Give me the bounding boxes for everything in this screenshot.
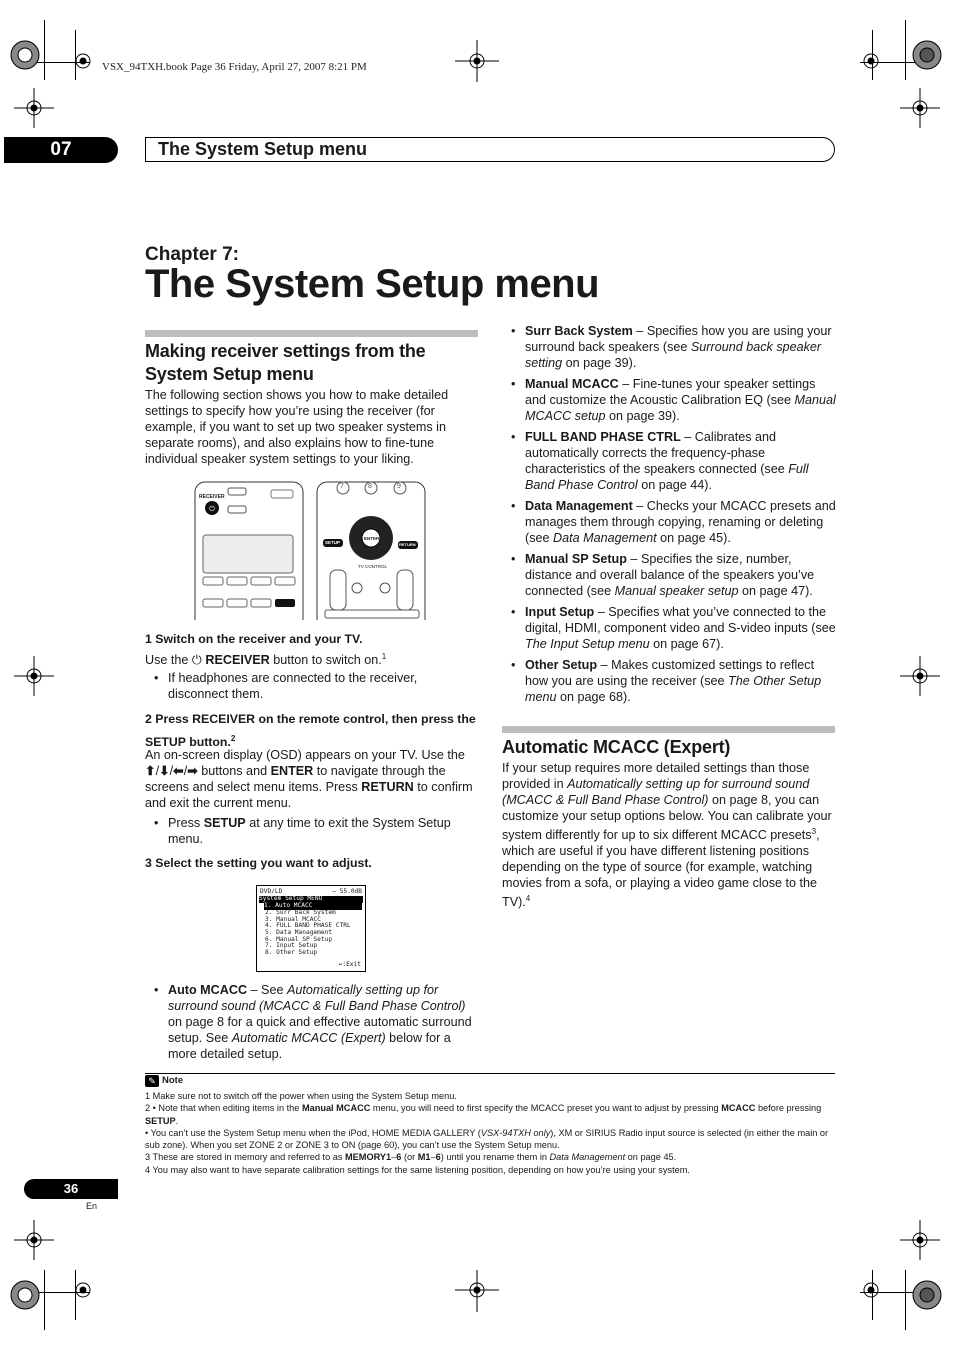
chapter-header-title: The System Setup menu (158, 139, 368, 159)
osd-item-2: 2. Surr Back System (265, 909, 336, 916)
step-2-bullet (145, 815, 478, 847)
note-3-g: – (430, 1152, 436, 1163)
language-label: En (86, 1201, 98, 1211)
menu-item-other-setup (502, 657, 837, 705)
note-3-i: ) until you rename them in (440, 1152, 550, 1163)
note-icon: ✎ (145, 1075, 159, 1087)
step-2-text-e: to confirm and exit the current menu. (145, 780, 473, 810)
auto-mcacc-p-c: , which are useful if you have different listening positions depending on the type of source (for example, watching movies from a sofa, or playing a video game close to the TV). (502, 828, 820, 910)
osd-source: DVD/LD (260, 888, 283, 895)
power-icon: ⏻ (191, 653, 206, 668)
menu-item-ref: Manual speaker setup (614, 584, 739, 598)
menu-item-manual-sp (502, 551, 837, 599)
step-1-text-c: button to switch on. (269, 653, 382, 668)
step-3-title: 3 Select the setting you want to adjust. (145, 856, 372, 870)
menu-item-b: on page 67). (649, 637, 724, 651)
footnote-ref-3: 3 (811, 827, 817, 836)
step-2-title-text: 2 Press RECEIVER on the remote control, then press the SETUP button. (145, 712, 476, 750)
step-2-text-a: An on-screen display (OSD) appears on your TV. Use the (145, 748, 465, 762)
menu-item-b: on page 39). (605, 409, 680, 423)
menu-item-surr-back (502, 323, 837, 371)
remote-key-9: 9 (397, 483, 401, 490)
menu-item-data-management (502, 498, 837, 546)
page-title: The System Setup menu (145, 262, 600, 306)
section-heading: Making receiver settings from the System Setup menu (145, 341, 426, 384)
arrow-down-icon: ⬇ (159, 764, 170, 778)
note-3 (145, 1151, 840, 1163)
step-2-slash-3: / (183, 764, 188, 778)
menu-item-a: – Makes customized settings to reflect how you are using the receiver (see (525, 658, 815, 688)
auto-mcacc-heading: Automatic MCACC (Expert) (502, 737, 731, 757)
menu-item-ref: The Other Setup menu (525, 674, 822, 704)
menu-item-b: on page 68). (556, 690, 631, 704)
osd-item-8: 8. Other Setup (265, 949, 318, 956)
remote-key-8: 8 (368, 483, 372, 490)
note-divider (145, 1073, 835, 1074)
remote-enter-label: ENTER (364, 536, 380, 541)
note-text (145, 1090, 840, 1176)
note-3-f: M1 (417, 1152, 431, 1163)
step-2-text-c: buttons and (197, 764, 271, 778)
note-title: Note (162, 1075, 184, 1086)
footnote-ref-1: 1 (381, 652, 387, 661)
osd-item-4: 4. FULL BAND PHASE CTRL (265, 922, 351, 929)
step-2-return: RETURN (361, 780, 414, 794)
auto-mcacc-a: – See (247, 983, 287, 997)
auto-mcacc-item (145, 982, 478, 1062)
menu-item-full-band (502, 429, 837, 493)
remote-illustration (193, 480, 427, 620)
step-2-title (145, 709, 478, 752)
note-2-a: 2 • Note that when editing items in the (145, 1103, 302, 1114)
osd-item-6: 6. Manual SP Setup (265, 936, 333, 943)
step-1-receiver: RECEIVER (205, 653, 270, 668)
osd-item-3: 3. Manual MCACC (265, 916, 321, 923)
print-header: VSX_94TXH.book Page 36 Friday, April 27, 2007 8:21 PM (102, 61, 367, 73)
auto-mcacc-p-a: If your setup requires more detailed settings than those provided in (502, 761, 810, 791)
menu-item-a: – Checks your MCACC presets and manages them through copying, renaming or deleting (see (525, 499, 836, 545)
note-2-g: . (175, 1115, 179, 1126)
note-2b-b: ), XM or SIRIUS Radio input source is selected (in either the main or sub zone). When you set ZONE 2 or ZONE 3 to ON (page 60), you can’t use the System Setup menu. (145, 1127, 829, 1151)
step-2-bullet-setup: SETUP (203, 816, 246, 830)
chapter-number-tab: 07 (4, 137, 118, 163)
section-bar (145, 330, 478, 337)
menu-item-manual-mcacc (502, 376, 837, 424)
remote-return-label: RETURN (399, 542, 416, 547)
note-3-h: 6 (435, 1152, 441, 1163)
note-3-a: 3 These are stored in memory and referred to as (145, 1152, 346, 1163)
menu-item-ref: Full Band Phase Control (525, 462, 809, 492)
remote-tv-control-label: TV CONTROL (358, 564, 388, 569)
menu-item-b: on page 47). (738, 584, 813, 598)
osd-item-1: 1. Auto MCACC (264, 903, 362, 910)
menu-item-label: Manual MCACC (525, 377, 619, 391)
note-2-b: Manual MCACC (301, 1103, 371, 1114)
auto-mcacc-c: below for a more detailed setup. (168, 1031, 451, 1061)
menu-item-label: Other Setup (525, 658, 598, 672)
arrow-up-icon: ⬆ (145, 764, 156, 778)
section-bar (502, 726, 835, 733)
svg-text:⏻: ⏻ (209, 505, 215, 513)
menu-item-ref: Surround back speaker setting (525, 340, 822, 370)
step-2-enter: ENTER (270, 764, 314, 778)
auto-mcacc-paragraph (502, 760, 835, 910)
menu-item-label: Manual SP Setup (525, 552, 627, 566)
step-2-slash-1: / (155, 764, 160, 778)
auto-mcacc-ref-2: Automatic MCACC (Expert) (231, 1031, 386, 1045)
auto-mcacc-b: on page 8 for a quick and effective automatic surround setup. See (168, 1015, 472, 1045)
step-2-text (145, 747, 478, 811)
menu-item-a: – Calibrates and automatically corrects the frequency-phase characteristics of the speakers connected (see (525, 430, 789, 476)
remote-key-7: 7 (340, 483, 344, 490)
step-1-text-a: Use the (145, 653, 192, 668)
osd-exit (339, 962, 361, 969)
step-1-title: 1 Switch on the receiver and your TV. (145, 632, 363, 646)
step-1-bullet: • If headphones are connected to the receiver, disconnect them. (145, 670, 478, 702)
note-2-e: before pressing (755, 1103, 822, 1114)
auto-mcacc-bullets (145, 982, 478, 1067)
osd-level: – 55.0dB (332, 888, 362, 895)
note-3-j: Data Management (549, 1152, 626, 1163)
note-2b-a: • You can’t use the System Setup menu when the iPod, HOME MEDIA GALLERY ( (145, 1127, 481, 1138)
menu-item-label: Surr Back System (525, 324, 633, 338)
note-3-e: (or (401, 1152, 418, 1163)
footnote-ref-4: 4 (525, 894, 531, 904)
menu-item-label: Data Management (525, 499, 633, 513)
step-2-bullets (145, 815, 478, 852)
return-icon: ↩ (338, 961, 343, 968)
step-1-bullets (145, 670, 478, 707)
menu-item-label: Input Setup (525, 605, 595, 619)
step-2-bullet-a: Press (168, 816, 204, 830)
menu-item-label: FULL BAND PHASE CTRL (525, 430, 681, 444)
note-2b (145, 1127, 840, 1152)
note-2 (145, 1102, 840, 1127)
intro-paragraph: The following section shows you how to make detailed settings to specify how you’re using the receiver (for example, if you want to set up two speaker systems in separate rooms), and also explains how to fine-tune individual speaker system settings to your liking. (145, 388, 449, 466)
note-2-d: MCACC (721, 1103, 756, 1114)
menu-item-a: – Specifies how you are using your surround back speakers (see (525, 324, 832, 354)
osd-item-7: 7. Input Setup (265, 942, 318, 949)
step-2-text-d: to navigate through the screens and select menu items. Press (145, 764, 446, 794)
menu-item-ref: The Input Setup menu (525, 637, 650, 651)
osd-item-5: 5. Data Management (265, 929, 333, 936)
note-3-d: 6 (396, 1152, 402, 1163)
note-4: 4 You may also want to have separate calibration settings for the same listening position, depending on how you’re using your system. (145, 1164, 690, 1175)
menu-item-a: – Fine-tunes your speaker settings and customize the Acoustic Calibration EQ (see (525, 377, 816, 407)
menu-item-b: on page 39). (562, 356, 637, 370)
footnote-ref-2: 2 (230, 734, 236, 743)
note-3-b: MEMORY1 (345, 1152, 392, 1163)
arrow-left-icon: ⬅ (173, 764, 184, 778)
note-2b-i: VSX-94TXH only (480, 1127, 551, 1138)
remote-control-image (193, 480, 427, 620)
note-3-c: – (391, 1152, 397, 1163)
menu-item-a: – Specifies the size, number, distance and overall balance of the speakers you’ve connected (see (525, 552, 815, 598)
menu-item-b: on page 44). (637, 478, 712, 492)
auto-mcacc-ref-1: Automatically setting up for surround sound (MCACC & Full Band Phase Control) (168, 983, 466, 1013)
page-number: 36 (24, 1179, 118, 1199)
menu-item-a: – Specifies what you’ve connected to the digital, HDMI, component video and S-video inputs (see (525, 605, 836, 635)
remote-setup-label: SETUP (325, 540, 341, 545)
step-2-bullet-c: at any time to exit the System Setup menu. (168, 816, 451, 846)
arrow-right-icon: ➡ (187, 764, 198, 778)
step-1-text (145, 649, 478, 668)
note-2-f: SETUP (145, 1115, 176, 1126)
chapter-label: Chapter 7: (145, 244, 239, 265)
osd-title: System Setup MENU (259, 896, 363, 903)
auto-mcacc-label: Auto MCACC (168, 983, 248, 997)
menu-item-input-setup (502, 604, 837, 652)
menu-items-list (502, 323, 837, 710)
note-3-k: on page 45. (625, 1152, 677, 1163)
step-2-slash-2: / (169, 764, 174, 778)
menu-item-ref: Data Management (553, 531, 657, 545)
note-1: 1 Make sure not to switch off the power when using the System Setup menu. (145, 1091, 457, 1101)
auto-mcacc-p-ref: Automatically setting up for surround sound (MCACC & Full Band Phase Control) (502, 777, 810, 807)
menu-item-b: on page 45). (656, 531, 731, 545)
menu-item-ref: Manual MCACC setup (525, 393, 836, 423)
remote-receiver-label: RECEIVER (199, 494, 225, 500)
note-2-c: menu, you will need to first specify the MCACC preset you want to adjust by pressing (370, 1103, 722, 1114)
auto-mcacc-p-b: on page 8, you can customize your setup options below. You can calibrate your system differently for up to six different MCACC presets (502, 793, 832, 843)
osd-exit-label: :Exit (342, 961, 361, 968)
osd-screen (256, 885, 366, 972)
